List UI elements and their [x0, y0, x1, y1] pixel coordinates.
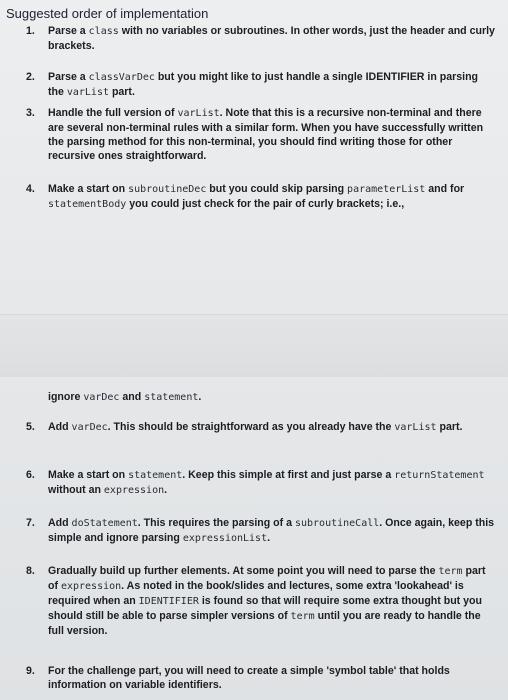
text-run: is found so that will require some extra thought but you should still be able to parse simpler versions of: [48, 595, 482, 622]
item-text: [48, 564, 496, 638]
text-run: . This requires the parsing of a: [137, 517, 295, 529]
code-term: parameterList: [347, 184, 426, 195]
item-text: [48, 70, 496, 100]
list-item-6: [26, 468, 496, 498]
text-run: with no variables or subroutines. In other words, just the header and curly brackets.: [48, 25, 495, 52]
text-run: . This should be straightforward as you already have the: [107, 421, 395, 433]
page-break: [0, 314, 508, 377]
item-text: [48, 468, 496, 498]
item-number: 5.: [26, 421, 35, 433]
list-item-2: [26, 70, 496, 100]
item-text: [48, 516, 496, 546]
item-text: [48, 182, 496, 212]
text-run: Make a start on: [48, 469, 129, 481]
text-run: . Once again, keep this simple and ignore parsing: [48, 517, 495, 544]
item-number: 7.: [26, 517, 35, 529]
list-item-1: [26, 24, 496, 53]
text-run: Make a start on: [48, 183, 129, 195]
text-run: .: [198, 391, 202, 403]
text-run: Parse a: [48, 71, 89, 83]
code-term: varList: [177, 108, 220, 119]
code-term: IDENTIFIER: [138, 596, 199, 607]
item-number: 9.: [26, 665, 35, 677]
code-term: expression: [60, 581, 122, 592]
code-term: subroutineCall: [294, 518, 380, 529]
list-item-4: [26, 182, 496, 212]
text-run: part of: [48, 565, 486, 592]
code-term: statement: [128, 470, 183, 481]
item-text: [48, 664, 496, 692]
text-run: . Keep this simple at first and just parse a: [182, 469, 395, 481]
code-term: varList: [66, 87, 109, 98]
list-item-8: [26, 564, 496, 638]
item-number: 4.: [26, 183, 35, 195]
item-text: [48, 24, 496, 53]
list-item-3: [26, 106, 496, 163]
item-number: 6.: [26, 469, 35, 481]
item-number: 8.: [26, 565, 35, 577]
item-text: [48, 106, 496, 163]
text-run: but you might like to just handle a single IDENTIFIER in parsing the: [48, 71, 479, 98]
text-run: Add: [48, 517, 72, 529]
section-heading: Suggested order of implementation: [6, 6, 209, 21]
text-run: Gradually build up further elements. At some point you will need to parse the: [48, 565, 439, 577]
code-term: term: [438, 566, 463, 577]
item-number: 1.: [26, 25, 35, 37]
code-term: term: [290, 611, 315, 622]
code-term: statement: [144, 392, 199, 403]
list-item-7: [26, 516, 496, 546]
code-term: returnStatement: [394, 470, 485, 481]
item-number: 3.: [26, 107, 35, 119]
text-run: For the challenge part, you will need to create a simple 'symbol table' that holds information on variable identifiers.: [48, 665, 450, 691]
list-item-4-continued: [48, 390, 488, 405]
text-run: part.: [436, 421, 463, 433]
code-term: classVarDec: [88, 72, 155, 83]
code-term: class: [88, 26, 119, 37]
text-run: but you could skip parsing: [206, 183, 348, 195]
code-term: doStatement: [71, 518, 138, 529]
text-run: Handle the full version of: [48, 107, 178, 119]
code-term: varDec: [83, 392, 120, 403]
item-number: 2.: [26, 71, 35, 83]
item-text: [48, 420, 496, 435]
text-run: until you are ready to handle the full version.: [48, 610, 481, 637]
text-run: Parse a: [48, 25, 89, 37]
code-term: expression: [103, 485, 165, 496]
text-run: .: [267, 532, 271, 544]
text-run: Add: [48, 421, 72, 433]
code-term: varDec: [71, 422, 108, 433]
code-term: varList: [394, 422, 437, 433]
text-run: .: [164, 484, 168, 496]
text-run: part.: [109, 86, 135, 98]
list-item-9: [26, 664, 496, 692]
text-run: without an: [48, 484, 104, 496]
text-run: . As noted in the book/slides and lectures, some extra 'lookahead' is required when an: [48, 580, 464, 607]
text-run: ignore: [48, 391, 84, 403]
text-run: . Note that this is a recursive non-terminal and there are several non-terminal rules with a similar form. When you have successfully written the parsing method for this non-terminal, you should find writing those for other recursive ones straightforward.: [48, 107, 484, 162]
code-term: statementBody: [48, 199, 127, 210]
list-item-5: [26, 420, 496, 435]
text-run: and: [119, 391, 145, 403]
text-run: and for: [425, 183, 465, 195]
text-run: you could just check for the pair of curly brackets; i.e.,: [126, 198, 405, 210]
code-term: expressionList: [182, 533, 268, 544]
code-term: subroutineDec: [128, 184, 207, 195]
